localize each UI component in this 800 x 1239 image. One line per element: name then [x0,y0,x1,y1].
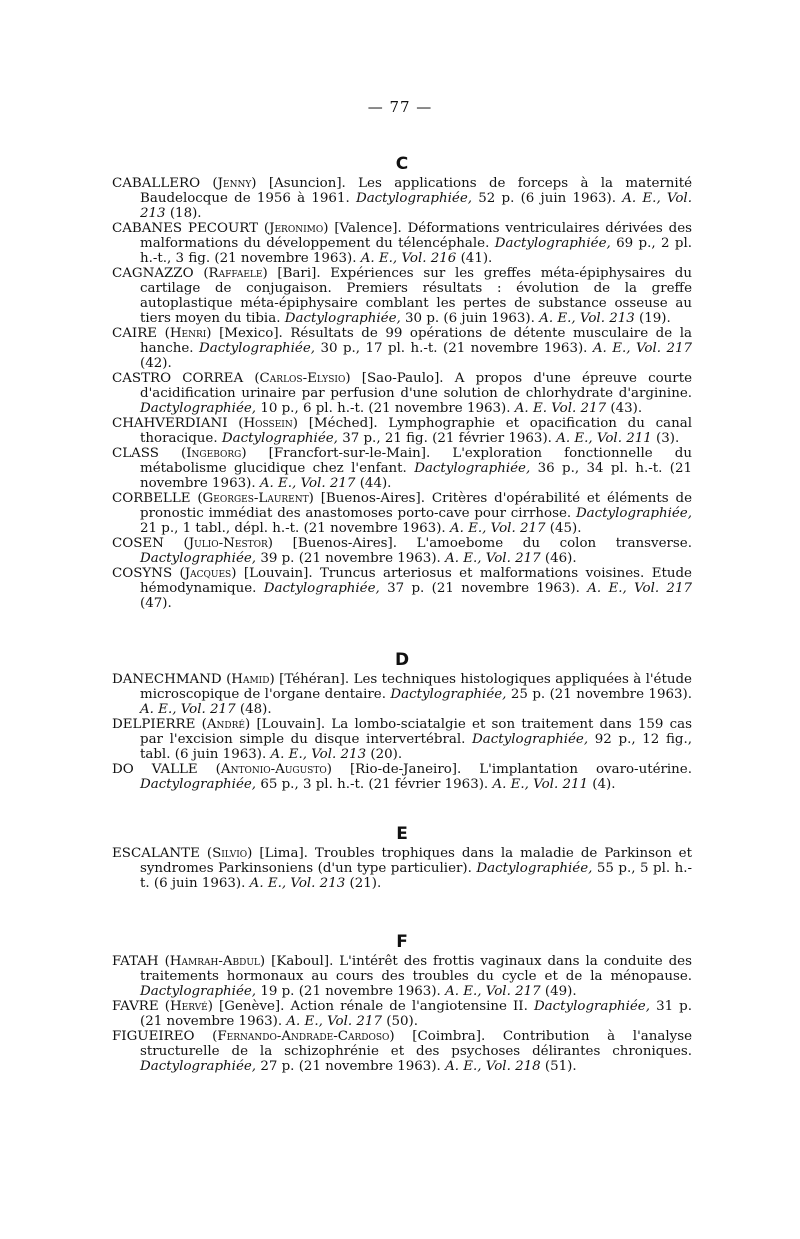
entry-ref: (45). [545,521,582,536]
entry-volume: A. E., Vol. 217 [449,521,546,536]
entry-text: [Asuncion]. Les applications de forceps à la maternité Baudelocque de 1956 à 1961. [140,176,692,206]
bibliography-entry [112,999,692,1029]
author-firstname: (Julio-Nestor) [183,536,273,551]
bibliography-entry [112,416,692,446]
bibliography-entry [112,266,692,326]
author-firstname: (Georges-Laurent) [197,491,314,506]
entry-volume: A. E., Vol. 213 [140,191,692,221]
bibliography-entry [112,762,692,792]
entry-volume: A. E., Vol. 213 [539,311,635,326]
entry-format: Dactylographiée, [284,311,401,326]
entry-text: [Sao-Paulo]. A propos d'une épreuve courte d'acidification urinaire par perfusion d'une solution de chlorhydrate d'arginine. [140,371,693,401]
author-firstname: (Ingeborg) [181,446,247,461]
page-number: — 77 — [367,98,433,116]
bibliography-entry [112,954,692,999]
entry-format: Dactylographiée, [390,687,507,702]
entry-details: 25 p. (21 novembre 1963). [506,687,692,702]
section-letter: D [394,650,410,670]
section-letter: C [395,154,409,174]
entry-ref: (18). [165,206,202,221]
author-surname: ESCALANTE [112,846,200,861]
bibliography-entry [112,1029,692,1074]
entry-volume: A. E., Vol. 211 [556,431,652,446]
author-surname: FATAH [112,954,159,969]
entry-list [112,846,692,891]
entry-text: [Louvain]. Truncus arteriosus et malformations voisines. Etude hémodynamique. [140,566,692,596]
section-c [112,152,692,611]
entry-text: [Francfort-sur-le-Main]. L'exploration fonctionnelle du métabolisme glucidique chez l'enfant. [140,446,692,476]
author-firstname: (Raffaele) [203,266,268,281]
author-firstname: (Jenny) [212,176,257,191]
entry-details: 31 p. (21 novembre 1963). [140,999,692,1029]
entry-list [112,954,692,1074]
entry-details: 21 p., 1 tabl., dépl. h.-t. (21 novembre 1963). [140,521,450,536]
entry-ref: (46). [540,551,577,566]
author-firstname: (Hossein) [238,416,298,431]
entry-volume: A. E., Vol. 217 [445,551,541,566]
entry-ref: (20). [366,747,403,762]
author-surname: CORBELLE [112,491,191,506]
entry-volume: A. E., Vol. 217 [445,984,541,999]
author-surname: CAIRE [112,326,158,341]
entry-ref: (51). [540,1059,577,1074]
entry-format: Dactylographiée, [494,236,611,251]
author-surname: CABALLERO [112,176,201,191]
entry-volume: A. E., Vol. 218 [445,1059,541,1074]
entry-details: 36 p., 34 pl. h.-t. (21 novembre 1963). [140,461,692,491]
bibliography-entry [112,491,692,536]
entry-ref: (49). [540,984,577,999]
entry-details: 19 p. (21 novembre 1963). [256,984,446,999]
author-firstname: (André) [201,717,251,732]
bibliography-entry [112,176,692,221]
author-firstname: (Hamid) [226,672,275,687]
bibliography-entry [112,846,692,891]
author-surname: DANECHMAND [112,672,222,687]
author-firstname: (Jacques) [179,566,237,581]
author-surname: COSEN [112,536,164,551]
entry-details: 52 p. (6 juin 1963). [472,191,623,206]
entry-text: [Louvain]. La lombo-sciatalgie et son traitement dans 159 cas par l'excision simple du disque intervertébral. [140,717,692,747]
entry-ref: (50). [381,1014,418,1029]
entry-format: Dactylographiée, [414,461,531,476]
entry-format: Dactylographiée, [140,777,257,792]
entry-volume: A. E., Vol. 217 [592,341,693,356]
bibliography-entry [112,717,692,762]
entry-format: Dactylographiée, [355,191,473,206]
author-surname: CASTRO CORREA [112,371,244,386]
entry-format: Dactylographiée, [140,551,257,566]
section-letter: E [396,824,408,844]
entry-format: Dactylographiée, [140,401,257,416]
entry-volume: A. E., Vol. 217 [286,1014,382,1029]
entry-details: 27 p. (21 novembre 1963). [256,1059,446,1074]
section-d [112,648,692,792]
entry-text: [Lima]. Troubles trophiques dans la maladie de Parkinson et syndromes Parkinsoniens (d'un type particulier). [140,846,692,876]
entry-ref: (44). [355,476,392,491]
entry-format: Dactylographiée, [476,861,593,876]
entry-details: 65 p., 3 pl. h.-t. (21 février 1963). [256,777,493,792]
entry-ref: (43). [606,401,643,416]
entry-format: Dactylographiée, [575,506,692,521]
entry-volume: A. E., Vol. 213 [249,876,346,891]
section-letter: F [396,932,408,952]
entry-volume: A. E., Vol. 217 [140,702,236,717]
entry-volume: A. E., Vol. 217 [259,476,356,491]
bibliography-entry [112,221,692,266]
entry-text: [Buenos-Aires]. L'amoebome du colon transverse. [273,536,692,551]
entry-text: [Rio-de-Janeiro]. L'implantation ovaro-utérine. [331,762,692,777]
entry-ref: (4). [588,777,616,792]
bibliography-entry [112,446,692,491]
author-surname: FAVRE [112,999,159,1014]
entry-ref: (42). [140,356,172,371]
entry-details: 30 p. (6 juin 1963). [400,311,540,326]
entry-volume: A. E., Vol. 211 [492,777,589,792]
entry-format: Dactylographiée, [263,581,380,596]
entry-details: 37 p. (21 novembre 1963). [379,581,588,596]
entry-text: [Kaboul]. L'intérêt des frottis vaginaux dans la conduite des traitements hormonaux au cours des troubles du cycle et de la ménopause. [140,954,692,984]
entry-text: [Méched]. Lymphographie et opacification du canal thoracique. [140,416,692,446]
entry-details: 69 p., 2 pl. h.-t., 3 fig. (21 novembre 1963). [140,236,693,266]
entry-text: [Mexico]. Résultats de 99 opérations de détente musculaire de la hanche. [140,326,692,356]
entry-details: 55 p., 5 pl. h.-t. (6 juin 1963). [140,861,692,891]
entry-volume: A. E., Vol. 216 [360,251,457,266]
author-firstname: (Henri) [164,326,212,341]
author-surname: COSYNS [112,566,173,581]
entry-ref: (19). [634,311,671,326]
author-firstname: (Hamrah-Abdul) [164,954,266,969]
entry-text: [Valence]. Déformations ventriculaires dérivées des malformations du développement du télencéphale. [140,221,693,251]
author-surname: FIGUEIREO [112,1029,195,1044]
entry-ref: (47). [140,596,172,611]
entry-details: 10 p., 6 pl. h.-t. (21 novembre 1963). [256,401,515,416]
entry-details: 30 p., 17 pl. h.-t. (21 novembre 1963). [315,341,593,356]
entry-ref: (48). [235,702,272,717]
entry-text: [Genève]. Action rénale de l'angiotensine II. [212,999,534,1014]
author-surname: CABANES PECOURT [112,221,259,236]
entry-volume: A. E., Vol. 217 [587,581,692,596]
entry-list [112,672,692,792]
entry-format: Dactylographiée, [198,341,316,356]
bibliography-entry [112,672,692,717]
entry-format: Dactylographiée, [140,1059,257,1074]
section-e [112,822,692,891]
entry-ref: (41). [456,251,493,266]
entry-ref: (3). [651,431,680,446]
entry-text: [Buenos-Aires]. Critères d'opérabilité et éléments de pronostic immédiat des anastomoses porto-cave pour cirrhose. [140,491,692,521]
author-firstname: (Fernando-Andrade-Cardoso) [212,1029,395,1044]
entry-details: 92 p., 12 fig., tabl. (6 juin 1963). [140,732,692,762]
entry-volume: A. E., Vol. 213 [270,747,367,762]
entry-format: Dactylographiée, [472,732,589,747]
entry-format: Dactylographiée, [221,431,338,446]
author-firstname: (Silvio) [206,846,253,861]
author-surname: DO VALLE [112,762,198,777]
entry-format: Dactylographiée, [140,984,257,999]
bibliography-entry [112,566,692,611]
author-firstname: (Jeronimo) [263,221,329,236]
entry-volume: A. E. Vol. 217 [514,401,607,416]
entry-text: [Coimbra]. Contribution à l'analyse structurelle de la schizophrénie et des psychoses délirantes chroniques. [140,1029,692,1059]
author-surname: CLASS [112,446,159,461]
entry-format: Dactylographiée, [533,999,650,1014]
author-firstname: (Antonio-Augusto) [215,762,332,777]
entry-list [112,176,692,611]
author-firstname: (Hervé) [164,999,213,1014]
entry-text: [Téhéran]. Les techniques histologiques appliquées à l'étude microscopique de l'organe dentaire. [140,672,692,702]
entry-ref: (21). [345,876,382,891]
bibliography-entry [112,326,692,371]
bibliography-entry [112,536,692,566]
section-f [112,930,692,1074]
entry-details: 37 p., 21 fig. (21 février 1963). [337,431,557,446]
bibliography-entry [112,371,692,416]
author-firstname: (Carlos-Elysio) [254,371,351,386]
entry-details: 39 p. (21 novembre 1963). [256,551,446,566]
entry-text: [Bari]. Expériences sur les greffes méta-épiphysaires du cartilage de conjugaison. Premiers résultats : évolution de la greffe autoplastique méta-épiphysaire comblant les pertes de substance osseuse au tiers moyen du tibia. [140,266,692,326]
author-surname: CHAHVERDIANI [112,416,228,431]
author-surname: CAGNAZZO [112,266,194,281]
author-surname: DELPIERRE [112,717,196,732]
